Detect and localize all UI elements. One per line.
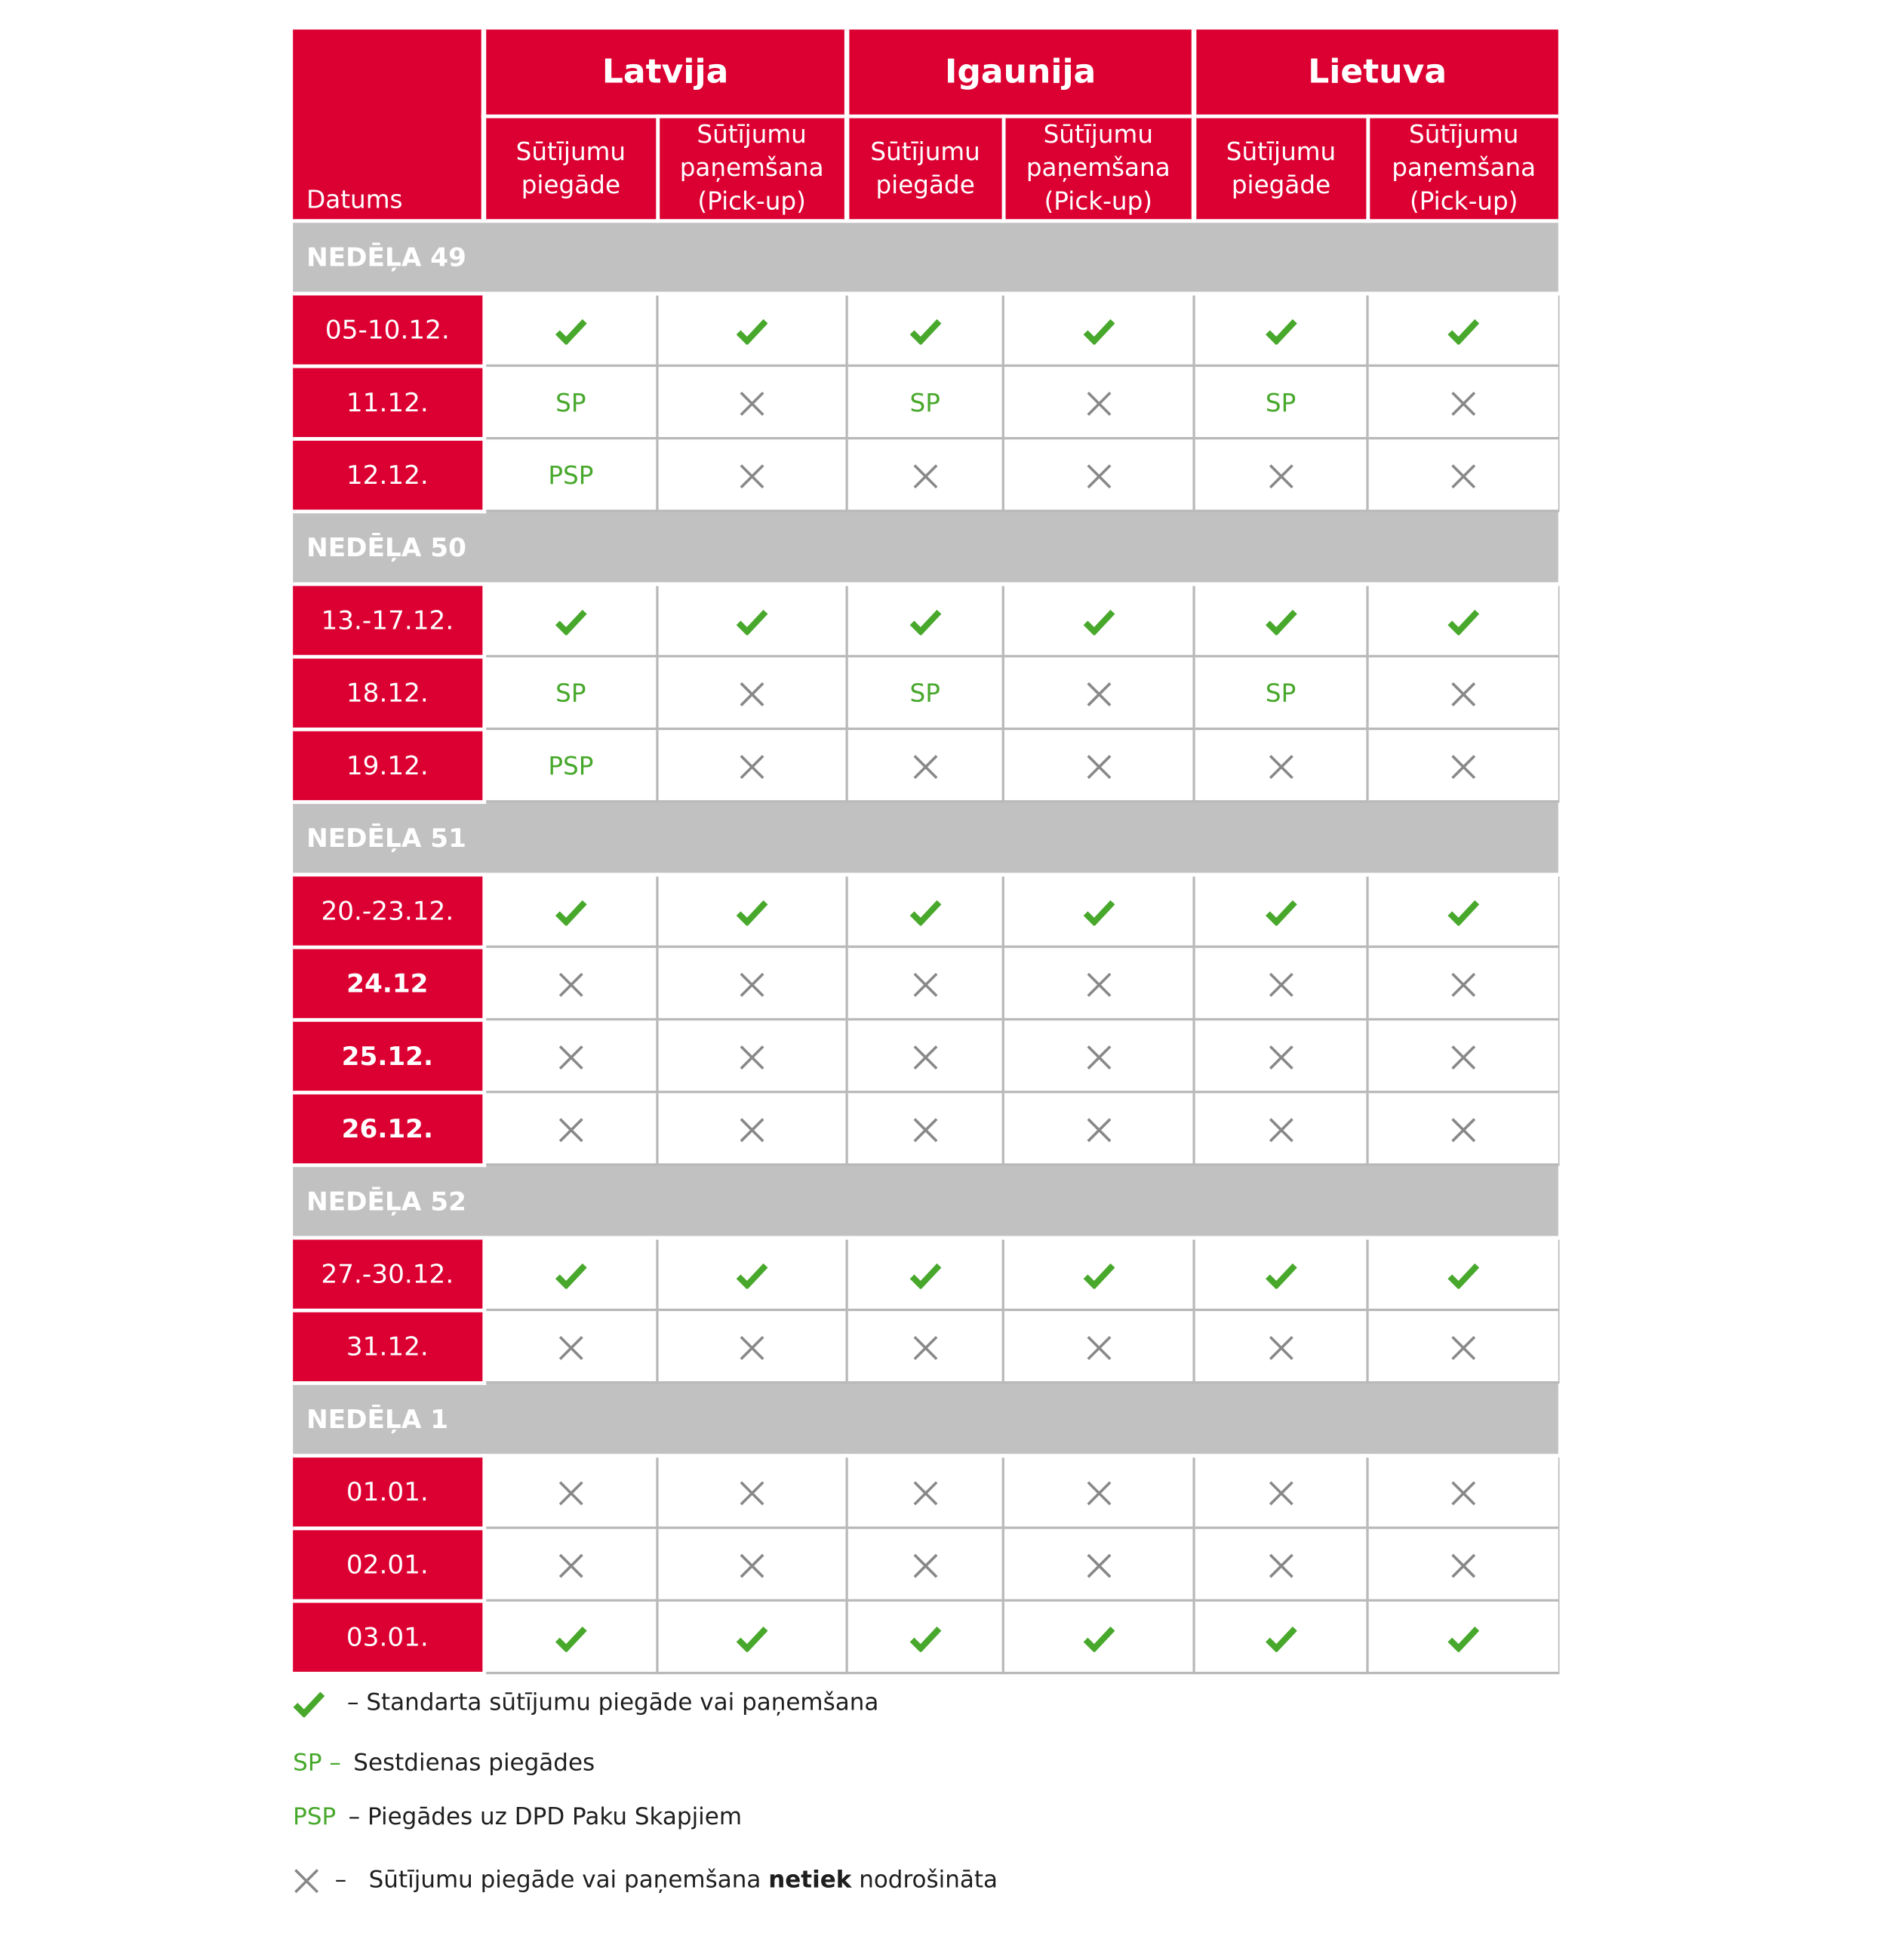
table-row [293, 656, 1558, 728]
date-cell: 18.12. [293, 656, 484, 728]
cross-icon [1003, 1528, 1194, 1600]
date-cell: 02.01. [293, 1528, 484, 1600]
date-cell: 25.12. [293, 1019, 484, 1091]
cross-icon [847, 439, 1003, 511]
country-header-latvija: Latvija [484, 29, 847, 115]
check-icon [847, 293, 1003, 365]
date-cell: 11.12. [293, 365, 484, 438]
date-cell: 01.01. [293, 1455, 484, 1528]
legend-sp-code: SP – [293, 1749, 341, 1777]
check-icon [1367, 293, 1558, 365]
date-column-header: Datums [293, 29, 484, 220]
status-code: PSP [484, 729, 657, 802]
cross-icon [1003, 946, 1194, 1019]
week-label: NEDĒĻA 1 [293, 1383, 1558, 1455]
cross-icon [1367, 1528, 1558, 1600]
date-cell: 26.12. [293, 1092, 484, 1165]
legend-x-dash: – [334, 1866, 347, 1894]
date-cell: 24.12 [293, 946, 484, 1019]
cross-icon [1367, 656, 1558, 728]
cross-icon [847, 1528, 1003, 1600]
check-icon [1194, 874, 1367, 946]
check-icon [1194, 1237, 1367, 1310]
check-icon [484, 293, 657, 365]
week-row [293, 511, 1558, 583]
cross-icon [484, 1310, 657, 1382]
sub-header-delivery: Sūtījumu piegāde [1194, 115, 1367, 220]
cross-icon [484, 1019, 657, 1091]
date-cell: 19.12. [293, 729, 484, 802]
table-row [293, 1310, 1558, 1382]
check-icon [1367, 1600, 1558, 1673]
check-icon [1003, 1237, 1194, 1310]
legend-psp [293, 1803, 742, 1830]
cross-icon [657, 1528, 847, 1600]
table-row [293, 1019, 1558, 1091]
check-icon [657, 293, 847, 365]
check-icon [484, 583, 657, 656]
date-cell: 03.01. [293, 1600, 484, 1673]
cross-icon [1003, 656, 1194, 728]
week-label: NEDĒĻA 52 [293, 1165, 1558, 1237]
check-icon [1367, 583, 1558, 656]
check-icon [293, 1689, 332, 1716]
cross-icon [1194, 1092, 1367, 1165]
cross-icon [657, 365, 847, 438]
cross-icon [847, 1310, 1003, 1382]
check-icon [657, 583, 847, 656]
week-row [293, 220, 1558, 293]
check-icon [1003, 293, 1194, 365]
status-code: SP [847, 365, 1003, 438]
table-header [293, 29, 1558, 220]
check-icon [484, 874, 657, 946]
cross-icon [1367, 439, 1558, 511]
legend-psp-code: PSP [293, 1803, 337, 1831]
sub-header-pickup: Sūtījumu paņemšana (Pick-up) [1003, 115, 1194, 220]
legend-sp [293, 1750, 595, 1777]
check-icon [657, 1600, 847, 1673]
cross-icon [1367, 1019, 1558, 1091]
check-icon [847, 874, 1003, 946]
week-label: NEDĒĻA 49 [293, 220, 1558, 293]
cross-icon [657, 729, 847, 802]
cross-icon [847, 1455, 1003, 1528]
status-code: SP [847, 656, 1003, 728]
cross-icon [484, 1092, 657, 1165]
cross-icon [1367, 1455, 1558, 1528]
week-row [293, 1165, 1558, 1237]
check-icon [1003, 583, 1194, 656]
cross-icon [657, 656, 847, 728]
check-icon [847, 1600, 1003, 1673]
sub-header-pickup: Sūtījumu paņemšana (Pick-up) [1367, 115, 1558, 220]
table-row [293, 874, 1558, 946]
cross-icon [484, 1455, 657, 1528]
cross-icon [847, 1092, 1003, 1165]
table-row [293, 729, 1558, 802]
status-code: SP [1194, 365, 1367, 438]
status-code: SP [484, 656, 657, 728]
cross-icon [847, 729, 1003, 802]
legend-x-text: Sūtījumu piegāde vai paņemšana netiek nodrošināta [368, 1866, 998, 1894]
cross-icon [1367, 729, 1558, 802]
cross-icon [1194, 729, 1367, 802]
cross-icon [1003, 1310, 1194, 1382]
check-icon [847, 1237, 1003, 1310]
legend-check-text: – Standarta sūtījumu piegāde vai paņemšana [347, 1688, 879, 1716]
cross-icon [1194, 1528, 1367, 1600]
table-row [293, 1455, 1558, 1528]
cross-icon [1194, 1455, 1367, 1528]
check-icon [1367, 1237, 1558, 1310]
status-code: SP [1194, 656, 1367, 728]
check-icon [657, 874, 847, 946]
date-cell: 12.12. [293, 439, 484, 511]
date-cell: 13.-17.12. [293, 583, 484, 656]
check-icon [1194, 1600, 1367, 1673]
cross-icon [657, 439, 847, 511]
table-body [293, 220, 1558, 1673]
check-icon [1003, 1600, 1194, 1673]
check-icon [484, 1237, 657, 1310]
check-icon [1367, 874, 1558, 946]
date-cell: 31.12. [293, 1310, 484, 1382]
check-icon [657, 1237, 847, 1310]
check-icon [484, 1600, 657, 1673]
table-row [293, 1237, 1558, 1310]
country-header-lietuva: Lietuva [1194, 29, 1558, 115]
check-icon [1194, 293, 1367, 365]
legend-psp-text: – Piegādes uz DPD Paku Skapjiem [348, 1803, 743, 1831]
status-code: SP [484, 365, 657, 438]
cross-icon [1194, 946, 1367, 1019]
table-row [293, 1600, 1558, 1673]
date-cell: 05-10.12. [293, 293, 484, 365]
week-row [293, 802, 1558, 874]
cross-icon [293, 1867, 328, 1894]
table-row [293, 1092, 1558, 1165]
status-code: PSP [484, 439, 657, 511]
cross-icon [1367, 1310, 1558, 1382]
cross-icon [657, 1455, 847, 1528]
week-row [293, 1383, 1558, 1455]
cross-icon [1367, 365, 1558, 438]
schedule-table [293, 29, 1559, 1675]
legend-x [293, 1867, 998, 1895]
table-row [293, 583, 1558, 656]
date-cell: 20.-23.12. [293, 874, 484, 946]
table-row [293, 439, 1558, 511]
legend-sp-text: Sestdienas piegādes [353, 1749, 595, 1777]
sub-header-pickup: Sūtījumu paņemšana (Pick-up) [657, 115, 847, 220]
cross-icon [1003, 729, 1194, 802]
cross-icon [1003, 1019, 1194, 1091]
cross-icon [1367, 1092, 1558, 1165]
cross-icon [484, 946, 657, 1019]
date-cell: 27.-30.12. [293, 1237, 484, 1310]
legend-check [293, 1689, 878, 1717]
cross-icon [847, 946, 1003, 1019]
country-header-igaunija: Igaunija [847, 29, 1194, 115]
table-row [293, 365, 1558, 438]
week-label: NEDĒĻA 51 [293, 802, 1558, 874]
cross-icon [1003, 439, 1194, 511]
cross-icon [657, 1310, 847, 1382]
cross-icon [657, 1092, 847, 1165]
cross-icon [657, 1019, 847, 1091]
cross-icon [484, 1528, 657, 1600]
cross-icon [657, 946, 847, 1019]
table-row [293, 946, 1558, 1019]
cross-icon [1003, 1092, 1194, 1165]
cross-icon [1003, 365, 1194, 438]
table-row [293, 293, 1558, 365]
check-icon [847, 583, 1003, 656]
sub-header-delivery: Sūtījumu piegāde [847, 115, 1003, 220]
cross-icon [1194, 1019, 1367, 1091]
cross-icon [1194, 439, 1367, 511]
sub-header-delivery: Sūtījumu piegāde [484, 115, 657, 220]
cross-icon [1194, 1310, 1367, 1382]
week-label: NEDĒĻA 50 [293, 511, 1558, 583]
cross-icon [1367, 946, 1558, 1019]
check-icon [1194, 583, 1367, 656]
cross-icon [1003, 1455, 1194, 1528]
check-icon [1003, 874, 1194, 946]
table-row [293, 1528, 1558, 1600]
cross-icon [847, 1019, 1003, 1091]
